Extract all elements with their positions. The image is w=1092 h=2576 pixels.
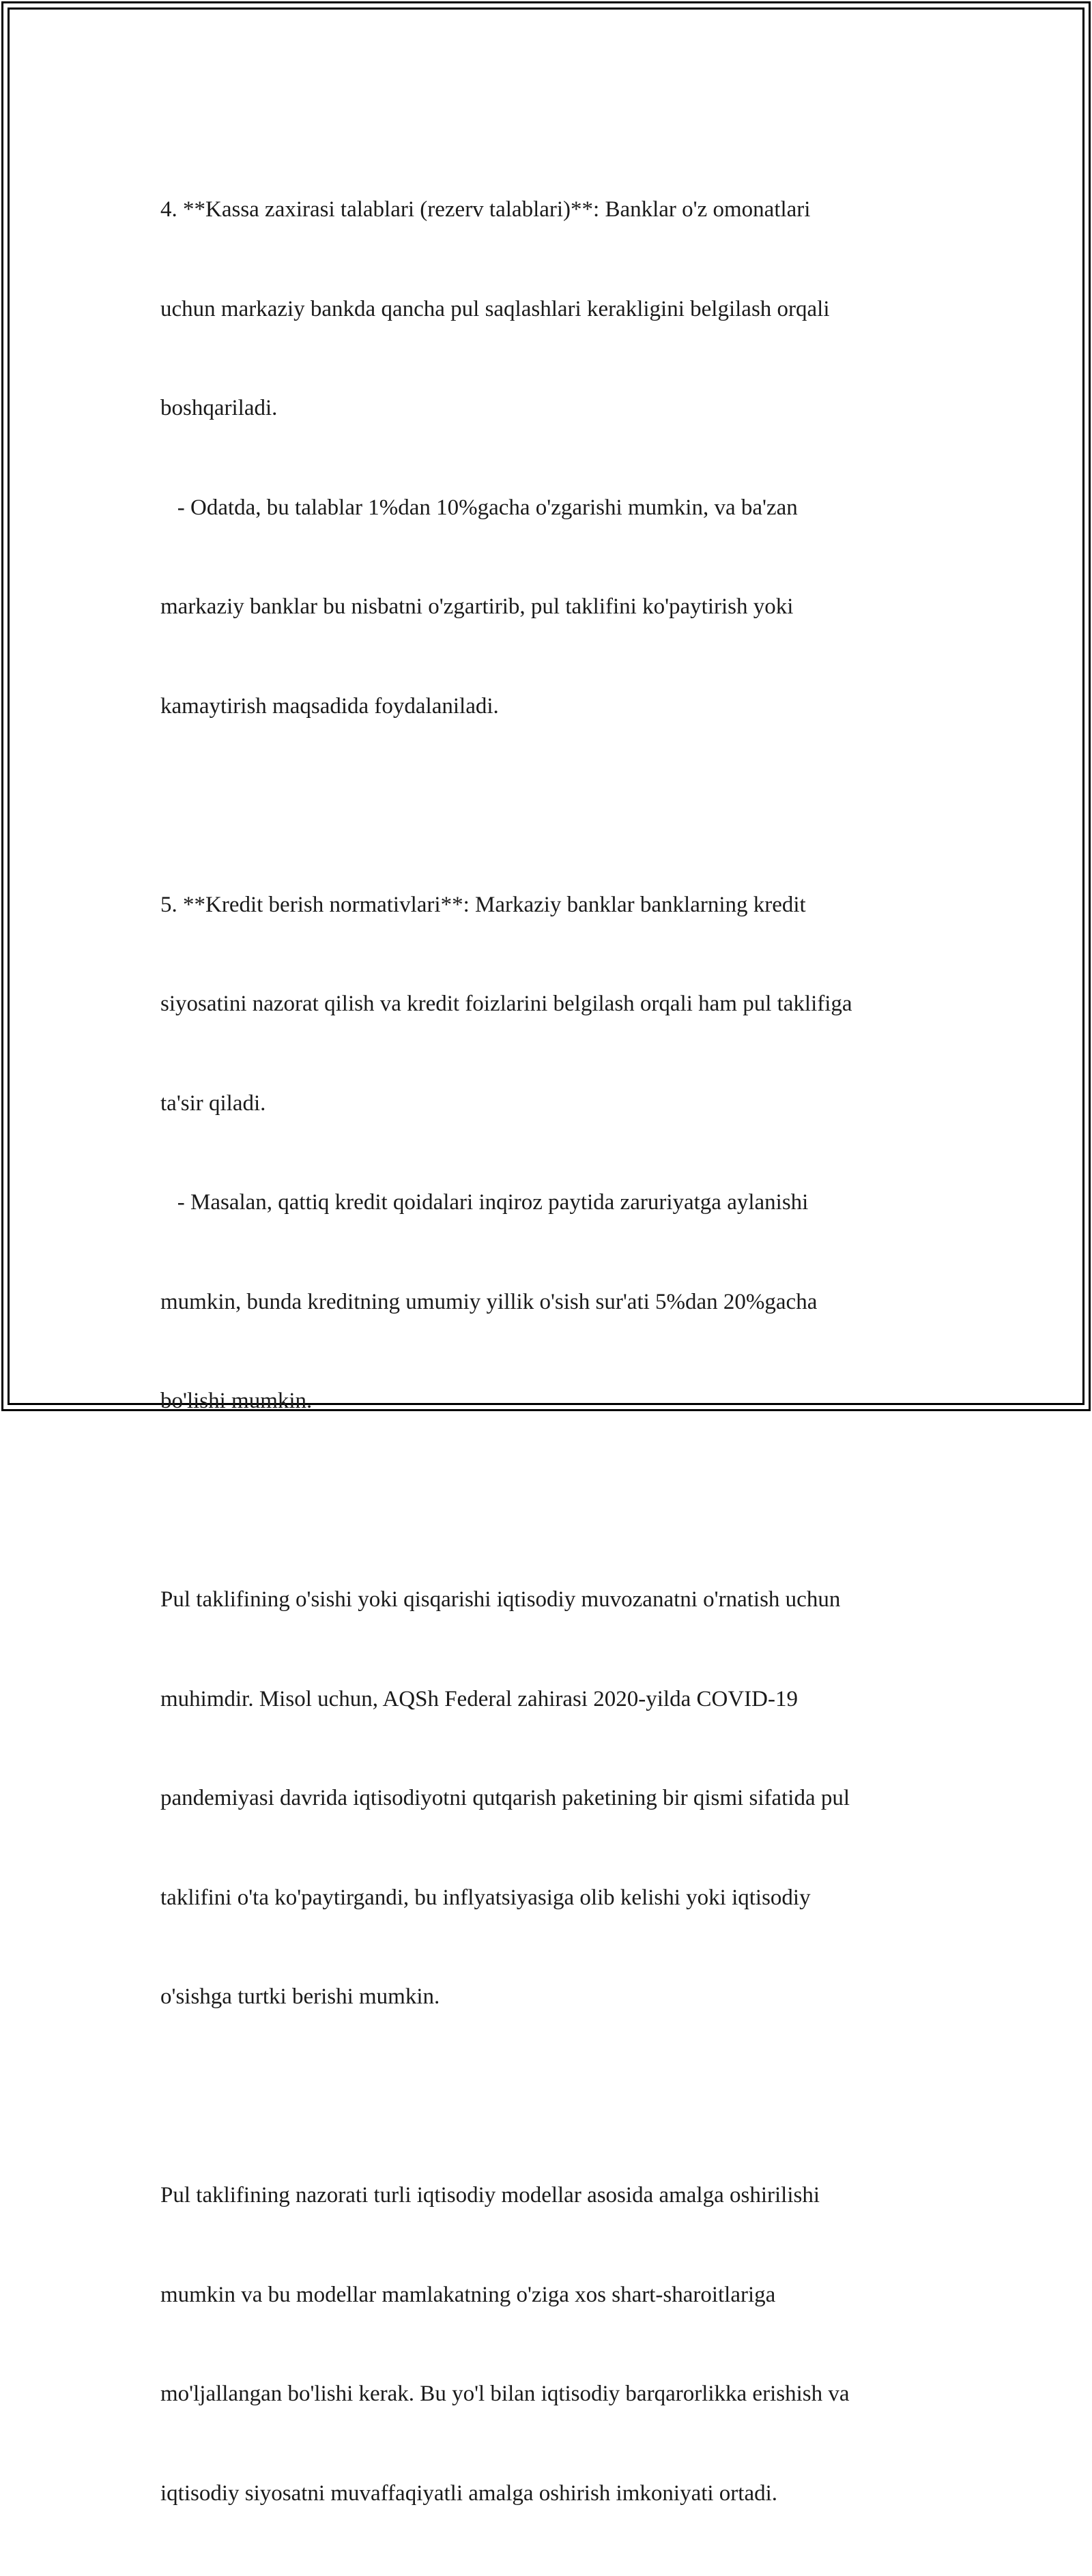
text-line: 4. **Kassa zaxirasi talablari (rezerv talablari)**: Banklar o'z omonatlari (160, 197, 811, 222)
text-line: 5. **Kredit berish normativlari**: Markaziy banklar banklarning kredit (160, 892, 806, 917)
text-line: Pul taklifining nazorati turli iqtisodiy modellar asosida amalga oshirilishi (160, 2183, 820, 2208)
paragraph-money-supply-control (160, 2113, 938, 2576)
text-line: uchun markaziy bankda qancha pul saqlashlari kerakligini belgilash orqali (160, 296, 830, 321)
text-line: mumkin, bunda kreditning umumiy yillik o'sish sur'ati 5%dan 20%gacha (160, 1289, 818, 1314)
text-line: siyosatini nazorat qilish va kredit foizlarini belgilash orqali ham pul taklifiga (160, 992, 852, 1016)
text-line: mo'ljallangan bo'lishi kerak. Bu yo'l bilan iqtisodiy barqarorlikka erishish va (160, 2382, 850, 2406)
paragraph-money-supply-growth (160, 1517, 938, 2080)
text-line: bo'lishi mumkin. (160, 1389, 313, 1413)
text-line: iqtisodiy siyosatni muvaffaqiyatli amalga oshirish imkoniyati ortadi. (160, 2480, 778, 2506)
text-line: - Odatda, bu talablar 1%dan 10%gacha o'zgarishi mumkin, va ba'zan (160, 495, 798, 520)
text-line: o'sishga turtki berishi mumkin. (160, 1984, 440, 2009)
text-line: markaziy banklar bu nisbatni o'zgartirib, pul taklifini ko'paytirish yoki (160, 594, 794, 619)
text-line: kamaytirish maqsadida foydalaniladi. (160, 693, 499, 719)
paragraph-credit-norms (160, 822, 938, 1484)
text-line: muhimdir. Misol uchun, AQSh Federal zahirasi 2020-yilda COVID-19 (160, 1686, 798, 1711)
text-line: - Masalan, qattiq kredit qoidalari inqiroz paytida zaruriyatga aylanishi (160, 1190, 809, 1215)
text-line: ta'sir qiladi. (160, 1090, 266, 1116)
text-line: Pul taklifining o'sishi yoki qisqarishi iqtisodiy muvozanatni o'rnatish uchun (160, 1587, 841, 1612)
paragraph-reserve-requirements (160, 127, 938, 789)
text-line: pandemiyasi davrida iqtisodiyotni qutqarish paketining bir qismi sifatida pul (160, 1786, 850, 1810)
text-line: boshqariladi. (160, 396, 278, 420)
text-line: taklifini o'ta ko'paytirgandi, bu inflyatsiyasiga olib kelishi yoki iqtisodiy (160, 1885, 811, 1910)
document-body (160, 127, 938, 2576)
text-line: mumkin va bu modellar mamlakatning o'ziga xos shart-sharoitlariga (160, 2282, 776, 2307)
